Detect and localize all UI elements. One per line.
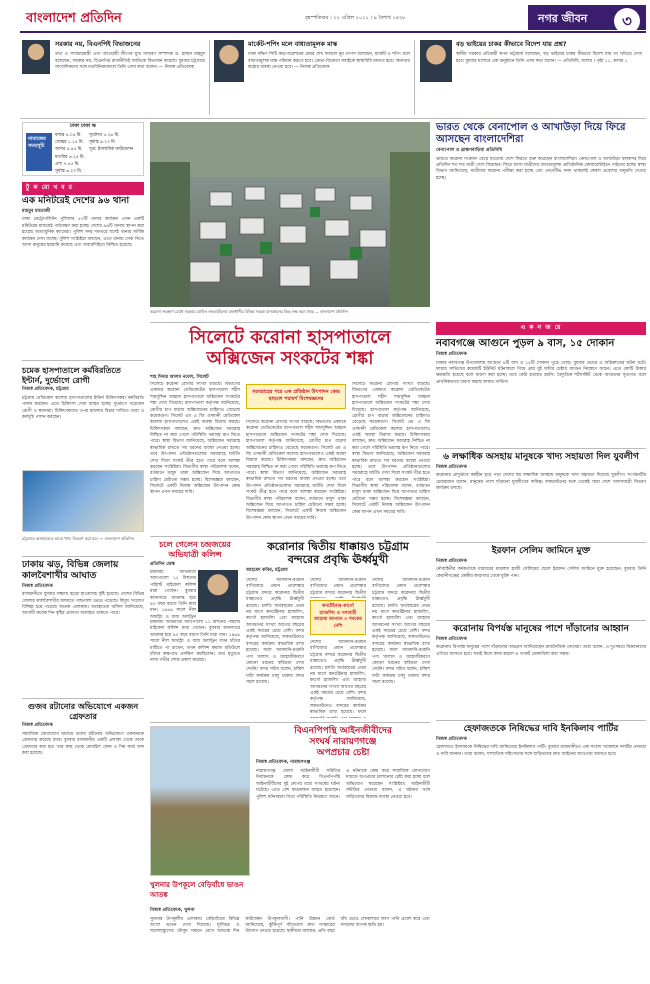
- prayer-time: ফজর ৪.০৫ মি.: [55, 133, 82, 138]
- story-text: ঢাকার নবাবগঞ্জ উপজেলায় আগুনে ৯টি বাস ও ১৫টি দোকান পুড়ে গেছে। বুধবার ভোরে এ অগ্নিকাণ্ডের ঘটনা ঘটে। ফায়ার সার্ভিসের কয়েকটি ইউনিট ঘটনাস্থলে গিয়ে প্রায় দুই ঘণ্টার চেষ্টায় আগুন নিয়ন্ত্রণে আনে। এতে কোটি টাকার ক্ষয়ক্ষতি হয়েছে বলে ধারণা করা হচ্ছে। তবে কেউ হতাহত হয়নি। বৈদ্যুতিক শর্টসার্কিট থেকে আগুনের সূত্রপাত বলে প্রাথমিকভাবে ধারণা করছে ফায়ার সার্ভিস।: [436, 360, 646, 385]
- story-headline: এক মনিটরেই দেশের ৯৬ থানা: [22, 196, 130, 206]
- section-label-tukro: টু ক রো খ ব র: [22, 182, 144, 195]
- collins-headline: [150, 540, 240, 559]
- story-text: ঢাকা মেট্রোপলিটন পুলিশের ৫০টি থানার কার্যক্রম এখন একটি মনিটরের মাধ্যমেই পর্যবেক্ষণ করা হচ্ছে। দেশের ৯৬টি থানায় স্থাপন করা হয়েছে অত্যাধুনিক ক্যামেরা। পুলিশ সদর দফতরে বসেই থানার সার্বিক কার্যক্রম দেখা যাচ্ছে। পুলিশ সংশ্লিষ্টরা বলছেন, এতে থানায় সেবা নিতে আসা মানুষের হয়রানি কমেছে এবং জবাবদিহিতা নিশ্চিত হয়েছে।: [22, 217, 144, 248]
- story-byline: নিজস্ব প্রতিবেদক, চট্টগ্রাম: [22, 387, 69, 393]
- story-byline: নিজস্ব প্রতিবেদক: [22, 723, 53, 729]
- divider: [209, 40, 210, 115]
- divider: [22, 360, 144, 361]
- collins-headline-line-2: অভিযাত্রী কলিন্স: [168, 549, 222, 559]
- story-byline: নিজস্ব প্রতিবেদক: [436, 352, 467, 357]
- main-headline-line-2: অক্সিজেন সংকটের শঙ্কা: [206, 347, 374, 369]
- ctg-byline: আহমেদ কবির, চট্টগ্রাম: [246, 568, 288, 574]
- prayer-note: সূর্যাস্ত ৬.২৩ মি.: [88, 140, 117, 146]
- story-headline: চমেক হাসপাতালে কর্মবিরতিতে ইন্টার্ন, দুর্ভোগে রোগী: [22, 366, 121, 385]
- khulna-label: [150, 880, 250, 902]
- story-hefazat: [436, 724, 646, 758]
- top-box-2: [248, 40, 410, 71]
- prayer-label: নামাজের সময়সূচি: [26, 133, 52, 171]
- story-headline: ভারত থেকে বেনাপোল ও আখাউড়া দিয়ে ফিরে আসছেন বাংলাদেশিরা: [436, 122, 626, 145]
- divider: [20, 118, 646, 119]
- khulna-text: খুলনার উপকূলীয় এলাকায় বেড়িবাঁধের বিভিন্ন অংশে ভাঙন দেখা দিয়েছে। ঘূর্ণিঝড় ও জলোচ্ছ্বাসের মৌসুম সামনে রেখে আতঙ্কে দিন কাটাচ্ছেন উপকূলবাসী। পানি উন্নয়ন বোর্ড জানিয়েছে, ঝুঁকিপূর্ণ বাঁধগুলো দ্রুত সংস্কারের উদ্যোগ নেওয়া হয়েছে। স্থানীয়রা বলছেন, প্রতি বছর বাঁধ ভেঙে লোকালয়ে লবণ পানি প্রবেশ করে এবং ফসলের ব্যাপক ক্ষতি হয়।: [150, 916, 430, 935]
- story-india: [436, 122, 646, 182]
- story-text: করোনার প্রাদুর্ভাবে কর্মহীন হয়ে পড়া দেশের ছয় লক্ষাধিক অসহায় মানুষকে খাদ্য সহায়তা দিয়েছে যুবলীগ। সংগঠনটির চেয়ারম্যান বলেন, মানুষের পাশে দাঁড়ানো যুবলীগের দায়িত্ব। লকডাউনের শুরু থেকেই সারা দেশে খাদ্যসামগ্রী বিতরণ কার্যক্রম চলছে।: [436, 473, 646, 492]
- prayer-time: জোহর ১.১৫ মি.: [55, 140, 84, 146]
- main-headline: [150, 328, 430, 369]
- collins-headline-line-1: চলে গেলেন চন্দ্রজয়ের: [159, 540, 231, 549]
- issue-date: বৃহস্পতিবার । ২২ এপ্রিল ২০২১ । ৯ বৈশাখ ১৪২৮: [305, 15, 406, 21]
- divider: [436, 542, 646, 543]
- bnp-headline: [256, 726, 430, 758]
- story-bnp: [256, 726, 430, 801]
- divider: [436, 720, 646, 721]
- ctg-text-col-2b: দেশের আমদানি-রপ্তানি বাণিজ্যের প্রধান প্রবেশদ্বার চট্টগ্রাম বন্দরে করোনার দ্বিতীয় ধাক্কাতেও প্রবৃদ্ধি ঊর্ধ্বমুখী রয়েছে। চলতি অর্থবছরের প্রথম নয় মাসে কনটেইনার হ্যান্ডলিং, কার্গো হ্যান্ডলিং এবং জাহাজ আগমনের সংখ্যা আগের বছরের একই সময়ের চেয়ে বেশি। বন্দর কর্তৃপক্ষ জানিয়েছে, লকডাউনেও বন্দরের কার্যক্রম স্বাভাবিক রাখা হয়েছে। ফলে: [310, 640, 366, 716]
- main-headline-line-1: সিলেটে করোনা হাসপাতালে: [189, 327, 391, 348]
- story-text: সামাজিক যোগাযোগ মাধ্যমে গুজব রটানোর অভিযোগে একজনকে গ্রেফতার করেছে র‌্যাব। বুধবার রাজধানীর একটি এলাকা থেকে তাকে গ্রেফতার করা হয়। তার কাছ থেকে মোবাইল ফোন ও সিম কার্ড জব্দ করা হয়েছে।: [22, 731, 144, 756]
- story-text: নৌবাহিনীর কর্মকর্তাকে মারধরের মামলায় হাজী সেলিমের ছেলে ইরফান সেলিম জামিনে মুক্ত হয়েছেন। বুধবার তিনি কেরানীগঞ্জের কেন্দ্রীয় কারাগার থেকে মুক্তি পান।: [436, 567, 646, 579]
- story-byline: নিজস্ব প্রতিবেদক: [436, 464, 467, 470]
- ctg-headline-line-1: করোনার দ্বিতীয় ধাক্কায়ও চট্টগ্রাম: [267, 540, 409, 553]
- photo-caption: চট্টগ্রামে অসহায়দের মাঝে খাদ্য বিতরণ করা হয়। — বাংলাদেশ প্রতিদিন: [22, 536, 134, 541]
- story-headline: হেফাজতকে নিষিদ্ধের দাবি ইনকিলাব পার্টির: [463, 724, 619, 734]
- ctg-callout: কনটেইনার-কার্গো হ্যান্ডলিং ও পণ্যবাহী জাহাজ আগমন ৩ সবকের নেশি: [310, 600, 366, 635]
- top-box-2-title: মার্কেট-শপিং মলে বাধ্যতামূলক মাস্ক: [248, 40, 338, 48]
- portrait-photo-1: [22, 40, 50, 74]
- story-chomek: [22, 366, 144, 421]
- prayer-note: সূর্যোদয় ৫.২৬ মি.: [88, 133, 120, 138]
- story-appeal: [436, 624, 646, 658]
- main-story-col-1: সিলেটে করোনা রোগীর সংখ্যা বাড়ছে। বিভাগের একমাত্র করোনা ডেডিকেটেড হাসপাতাল শহীদ শামসুদ্দিন আহমদ হাসপাতালে অক্সিজেন সংকটের শঙ্কা দেখা দিয়েছে। হাসপাতাল কর্তৃপক্ষ জানিয়েছে, রোগীর চাপ বাড়ায় অক্সিজেনের চাহিদাও বেড়েছে কয়েকগুণ। সিলেট এম এ জি ওসমানী মেডিকেল কলেজ হাসপাতালেও একই অবস্থা বিরাজ করছে। চিকিৎসকরা বলছেন, দ্রুত অক্সিজেন সরবরাহ নিশ্চিত না করা গেলে পরিস্থিতি ভয়াবহ রূপ নিতে পারে। স্বাস্থ্য বিভাগ জানিয়েছে, অক্সিজেন সরবরাহ স্বাভাবিক রাখতে সব ধরনের ব্যবস্থা নেওয়া হচ্ছে। তবে উৎপাদন প্রতিষ্ঠানগুলোর সরবরাহে ঘাটতি দেখা দিলে সংকট তীব্র হতে পারে বলে আশঙ্কা করছেন সংশ্লিষ্টরা। বিভাগীয় স্বাস্থ্য পরিচালক বলেন, বর্তমানে মজুদ থাকা অক্সিজেন দিয়ে আপাতত চাহিদা মেটানো সম্ভব হচ্ছে। বিশেষজ্ঞরা বলছেন, সিলেটে একটি নিজস্ব অক্সিজেন উৎপাদন কেন্দ্র স্থাপন এখন সময়ের দাবি।: [150, 382, 240, 496]
- ctg-headline: [246, 540, 430, 566]
- story-byline: নিজস্ব প্রতিবেদক: [436, 736, 467, 742]
- story-byline: মাহবুব মমতাজী: [22, 208, 51, 214]
- story-text: রাজধানীতে বুধবার সন্ধ্যায় ঝড়ো হাওয়াসহ বৃষ্টি হয়েছে। দেশের বিভিন্ন জেলায় কালবৈশাখীর আঘাতে গাছপালা ভেঙে পড়েছে। বিদ্যুৎ সংযোগ বিচ্ছিন্ন হয়ে পড়েছে অনেক এলাকায়। আবহাওয়া অফিস জানিয়েছে, আগামী কয়েক দিন বৃষ্টির প্রবণতা অব্যাহত থাকতে পারে।: [22, 592, 144, 617]
- story-byline: নিজস্ব প্রতিবেদক: [22, 583, 53, 589]
- prayer-time: আসর ৪.৪৫ মি.: [55, 147, 83, 153]
- main-story-col-2: সিলেটে করোনা রোগীর সংখ্যা বাড়ছে। বিভাগের একমাত্র করোনা ডেডিকেটেড হাসপাতাল শহীদ শামসুদ্দিন আহমদ হাসপাতালে অক্সিজেন সংকটের শঙ্কা দেখা দিয়েছে। হাসপাতাল কর্তৃপক্ষ জানিয়েছে, রোগীর চাপ বাড়ায় অক্সিজেনের চাহিদাও বেড়েছে কয়েকগুণ। সিলেট এম এ জি ওসমানী মেডিকেল কলেজ হাসপাতালেও একই অবস্থা বিরাজ করছে। চিকিৎসকরা বলছেন, দ্রুত অক্সিজেন সরবরাহ নিশ্চিত না করা গেলে পরিস্থিতি ভয়াবহ রূপ নিতে পারে। স্বাস্থ্য বিভাগ জানিয়েছে, অক্সিজেন সরবরাহ স্বাভাবিক রাখতে সব ধরনের ব্যবস্থা নেওয়া হচ্ছে। তবে উৎপাদন প্রতিষ্ঠানগুলোর সরবরাহে ঘাটতি দেখা দিলে সংকট তীব্র হতে পারে বলে আশঙ্কা করছেন সংশ্লিষ্টরা। বিভাগীয় স্বাস্থ্য পরিচালক বলেন, বর্তমানে মজুদ থাকা অক্সিজেন দিয়ে আপাতত চাহিদা মেটানো সম্ভব হচ্ছে। বিশেষজ্ঞরা বলছেন, সিলেটে একটি নিজস্ব অক্সিজেন উৎপাদন কেন্দ্র স্থাপন এখন সময়ের দাবি।: [246, 420, 346, 521]
- traffic-photo: [150, 122, 430, 307]
- bnp-headline-line-2: সংঘর্ষ নারায়ণগঞ্জে: [309, 736, 377, 747]
- section-label-eknojore: এ ক ন জ রে: [436, 322, 646, 335]
- collins-portrait: [198, 570, 238, 612]
- divider: [436, 620, 646, 621]
- story-headline: ৬ লক্ষাধিক অসহায় মানুষকে খাদ্য সহায়তা দিল যুবলীগ: [443, 452, 639, 462]
- divider: [22, 698, 144, 699]
- story-nawabganj: [436, 338, 646, 386]
- divider: [436, 448, 646, 449]
- top-box-1-title: সরকার নয়, বিএনপিই বিভাজনের: [55, 40, 141, 48]
- story-headline: গুজব রটানোর অভিযোগে একজন গ্রেফতার: [27, 702, 139, 721]
- story-headline: ইরফান সেলিম জামিনে মুক্ত: [491, 546, 591, 556]
- prayer-note: সূত্র: ইসলামিক ফাউন্ডেশন: [88, 147, 134, 153]
- bnp-text: নারায়ণগঞ্জ জেলা আইনজীবী সমিতির নির্বাচনকে কেন্দ্র করে বিএনপিপন্থি আইনজীবীদের দুই গ্রুপের মধ্যে সংঘর্ষের ঘটনা ঘটেছে। এতে বেশ কয়েকজন আহত হয়েছেন। পুলিশ ঘটনাস্থলে গিয়ে পরিস্থিতি নিয়ন্ত্রণে আনে। এ ঘটনাকে কেন্দ্র করে সামাজিক যোগাযোগ মাধ্যমে অপপ্রচার চালানোর চেষ্টা করা হচ্ছে বলে অভিযোগ করেছেন সংশ্লিষ্টরা। আইনজীবী সমিতির নেতারা বলেন, এ ঘটনার সঙ্গে জড়িতদের বিরুদ্ধে ব্যবস্থা নেওয়া হবে।: [256, 769, 430, 800]
- header-rule: [20, 31, 646, 33]
- story-jubo-league: [436, 452, 646, 493]
- collins-text-b: চন্দ্রজয়ী অভিযাত্রী অ্যাপোলো ১১ মিশনের পাইলট মাইকেল কলিন্স মারা গেছেন। বুধবার ক্যানসারে আক্রান্ত হয়ে ৯০ বছর বয়সে তিনি মারা যান। ১৯৬৯ সালে নীল আর্মস্ট্রং ও বাজ অলড্রিন যখন চাঁদের মাটিতে পা রাখেন, তখন কলিন্স কমান্ড মডিউলে চাঁদের কক্ষপথে প্রদক্ষিণ করছিলেন। তার মৃত্যুতে নাসা গভীর শোক প্রকাশ করেছে।: [150, 620, 240, 664]
- main-photo-caption: করোনা সংক্রমণ রোধে সরকার ঘোষিত লকডাউনেও রাজধানীর বিভিন্ন সড়কে যানবাহনের ভিড় লক্ষ করা গেছে — বাংলাদেশ প্রতিদিন: [150, 309, 348, 314]
- portrait-photo-3: [420, 40, 452, 82]
- story-text: হেফাজতে ইসলামকে নিষিদ্ধের দাবি জানিয়েছে ইনকিলাব পার্টি। বুধবার রাজধানীতে এক সংবাদ সম্মেলনে দলটির নেতারা এ দাবি জানান। তারা বলেন, সাম্প্রতিক সহিংসতার সঙ্গে জড়িতদের দ্রুত আইনের আওতায় আনতে হবে।: [436, 745, 646, 757]
- page-number: ৩: [614, 8, 640, 34]
- divider: [414, 40, 415, 115]
- ctg-headline-line-2: বন্দরের প্রবৃদ্ধি ঊর্ধ্বমুখী: [287, 553, 389, 567]
- ctg-text-col-3: দেশের আমদানি-রপ্তানি বাণিজ্যের প্রধান প্রবেশদ্বার চট্টগ্রাম বন্দরে করোনার দ্বিতীয় ধাক্কাতেও প্রবৃদ্ধি ঊর্ধ্বমুখী রয়েছে। চলতি অর্থবছরের প্রথম নয় মাসে কনটেইনার হ্যান্ডলিং, কার্গো হ্যান্ডলিং এবং জাহাজ আগমনের সংখ্যা আগের বছরের একই সময়ের চেয়ে বেশি। বন্দর কর্তৃপক্ষ জানিয়েছে, লকডাউনেও বন্দরের কার্যক্রম স্বাভাবিক রাখা হয়েছে। ফলে আমদানি-রপ্তানি পণ্য খালাস ও জাহাজীকরণে কোনো ধরনের স্থবিরতা দেখা দেয়নি। বন্দর সচিব বলেন, চব্বিশ ঘণ্টা কার্যক্রম চালু থাকায় বন্দর সচল রয়েছে।: [372, 578, 430, 685]
- newspaper-logo: বাংলাদেশ প্রতিদিন: [26, 11, 122, 26]
- story-byline: বেনাপোল ও ব্রাহ্মণবাড়িয়া প্রতিনিধি: [436, 148, 503, 153]
- top-box-3-title: বড় ভাইয়ের চাকর কীভাবে বিদেশ যায় প্রশ্ন?: [456, 40, 567, 48]
- bnp-headline-line-3: অপপ্রচার চেষ্টা: [316, 747, 370, 758]
- story-text: করোনায় বিপর্যস্ত মানুষের পাশে দাঁড়ানোর আহ্বান জানিয়েছেন রাজনৈতিক নেতারা। তারা বলেন, এ দুঃসময়ে বিত্তবানদের এগিয়ে আসতে হবে। সবাই মিলে কাজ করলে এ সংকট মোকাবিলা করা সম্ভব।: [436, 645, 646, 657]
- divider: [150, 322, 430, 323]
- divider: [22, 556, 144, 557]
- ctg-text-col-1: দেশের আমদানি-রপ্তানি বাণিজ্যের প্রধান প্রবেশদ্বার চট্টগ্রাম বন্দরে করোনার দ্বিতীয় ধাক্কাতেও প্রবৃদ্ধি ঊর্ধ্বমুখী রয়েছে। চলতি অর্থবছরের প্রথম নয় মাসে কনটেইনার হ্যান্ডলিং, কার্গো হ্যান্ডলিং এবং জাহাজ আগমনের সংখ্যা আগের বছরের একই সময়ের চেয়ে বেশি। বন্দর কর্তৃপক্ষ জানিয়েছে, লকডাউনেও বন্দরের কার্যক্রম স্বাভাবিক রাখা হয়েছে। ফলে আমদানি-রপ্তানি পণ্য খালাস ও জাহাজীকরণে কোনো ধরনের স্থবিরতা দেখা দেয়নি। বন্দর সচিব বলেন, চব্বিশ ঘণ্টা কার্যক্রম চালু থাকায় বন্দর সচল রয়েছে।: [246, 578, 304, 685]
- ctg-text-col-2a: দেশের আমদানি-রপ্তানি বাণিজ্যের প্রধান প্রবেশদ্বার চট্টগ্রাম বন্দরে করোনার দ্বিতীয়: [310, 578, 366, 596]
- section-title: নগর জীবন: [538, 12, 588, 25]
- khulna-headline: খুলনার উপকূলে বেড়িবাঁধে ভাঙন আতঙ্ক: [150, 881, 244, 900]
- khulna-embankment-photo: [150, 726, 250, 876]
- main-byline: শাহ দিদার আলম নবেল, সিলেট: [150, 375, 209, 380]
- prayer-times-list: [55, 133, 133, 175]
- top-box-3-text: স্থানীয় সরকার প্রতিমন্ত্রী স্বপন ভট্টাচার্য বলেছেন, বড় ভাইয়ের চাকর কীভাবে বিদেশ যায় তা খতিয়ে দেখা হবে। বুধবার যশোরে এক অনুষ্ঠানে তিনি এসব কথা বলেন। — প্রতিনিধি, যশোর । পৃষ্ঠা ১১, কলাম ১: [456, 52, 642, 64]
- story-ctg-port: [246, 540, 430, 577]
- top-box-3: [456, 40, 642, 65]
- divider: [150, 536, 430, 537]
- collins-byline: প্রতিদিন ডেস্ক: [150, 562, 175, 567]
- prayer-time: এশা ৭.৫৫ মি.: [55, 161, 80, 167]
- bnp-byline: নিজস্ব প্রতিবেদক, নারায়ণগঞ্জ: [256, 760, 311, 766]
- prayer-times-box: [22, 122, 144, 176]
- story-byline: নিজস্ব প্রতিবেদক: [436, 636, 467, 642]
- section-banner: [528, 5, 646, 30]
- story-headline: ঢাকায় ঝড়, বিভিন্ন জেলায় কালবৈশাখীর আঘাত: [22, 560, 119, 581]
- prayer-time: মাগরিব ৬.২৫ মি.: [55, 154, 85, 160]
- prayer-time: সূর্যাস্ত ৬.২৩ মি.: [55, 169, 83, 175]
- food-distribution-photo: [22, 470, 144, 532]
- story-irfan-selim: [436, 546, 646, 580]
- story-headline: করোনায় বিপর্যস্ত মানুষের পাশে দাঁড়ানোর আহ্বান: [453, 624, 629, 634]
- top-box-2-text: ঢাকা দক্ষিণ সিটি করপোরেশনের মেয়র শেখ ফজলে নূর তাপস বলেছেন, মার্কেট ও শপিং মলে বাধ্যতামূলক মাস্ক পরিধান করতে হবে। ক্রেতা-বিক্রেতা সবাইকে স্বাস্থ্যবিধি মানতে হবে। অন্যথায় কঠোর ব্যবস্থা নেওয়া হবে। — নিজস্ব প্রতিবেদক: [248, 52, 410, 71]
- portrait-photo-2: [214, 40, 244, 82]
- top-box-1-text: তথ্য ও সম্প্রচারমন্ত্রী এবং আওয়ামী লীগের যুগ্ম সাধারণ সম্পাদক ড. হাছান মাহমুদ বলেছেন, সরকার নয়, বিএনপির রাজনীতিই জাতিকে বিভাজন করেছে। বুধবার চট্টগ্রামে সাংবাদিকদের সঙ্গে মতবিনিময়কালে তিনি এসব কথা বলেন। — নিজস্ব প্রতিবেদক: [55, 52, 205, 71]
- story-tukro: [22, 196, 144, 249]
- story-headline: নবাবগঞ্জে আগুনে পুড়ল ৯ বাস, ১৫ দোকান: [436, 338, 615, 349]
- bnp-headline-line-1: বিএনপিপন্থি আইনজীবীদের: [294, 726, 392, 736]
- story-storm: [22, 560, 144, 618]
- khulna-byline: নিজস্ব প্রতিবেদক, খুলনা: [150, 908, 195, 913]
- collins-text-a: চন্দ্রজয়ী অভিযাত্রী অ্যাপোলো ১১ মিশনের পাইলট মাইকেল কলিন্স মারা গেছেন। বুধবার ক্যানসারে আক্রান্ত হয়ে ৯০ বছর বয়সে তিনি মারা যান। ১৯৬৯ সালে নীল আর্মস্ট্রং ও বাজ অলড্রিন: [150, 570, 196, 620]
- traffic-photo-illustration: [150, 122, 430, 307]
- main-callout: সরবরাহের পরে এক প্রতিষ্ঠান উৎপাদন কেন্দ্র ছাড়লে পরামর্শ বিশেষজ্ঞদের: [246, 384, 346, 409]
- top-box-1: [55, 40, 205, 71]
- story-khulna: [150, 906, 430, 936]
- main-story-col-3: সিলেটে করোনা রোগীর সংখ্যা বাড়ছে। বিভাগের একমাত্র করোনা ডেডিকেটেড হাসপাতাল শহীদ শামসুদ্দিন আহমদ হাসপাতালে অক্সিজেন সংকটের শঙ্কা দেখা দিয়েছে। হাসপাতাল কর্তৃপক্ষ জানিয়েছে, রোগীর চাপ বাড়ায় অক্সিজেনের চাহিদাও বেড়েছে কয়েকগুণ। সিলেট এম এ জি ওসমানী মেডিকেল কলেজ হাসপাতালেও একই অবস্থা বিরাজ করছে। চিকিৎসকরা বলছেন, দ্রুত অক্সিজেন সরবরাহ নিশ্চিত না করা গেলে পরিস্থিতি ভয়াবহ রূপ নিতে পারে। স্বাস্থ্য বিভাগ জানিয়েছে, অক্সিজেন সরবরাহ স্বাভাবিক রাখতে সব ধরনের ব্যবস্থা নেওয়া হচ্ছে। তবে উৎপাদন প্রতিষ্ঠানগুলোর সরবরাহে ঘাটতি দেখা দিলে সংকট তীব্র হতে পারে বলে আশঙ্কা করছেন সংশ্লিষ্টরা। বিভাগীয় স্বাস্থ্য পরিচালক বলেন, বর্তমানে মজুদ থাকা অক্সিজেন দিয়ে আপাতত চাহিদা মেটানো সম্ভব হচ্ছে। বিশেষজ্ঞরা বলছেন, সিলেটে একটি নিজস্ব অক্সিজেন উৎপাদন কেন্দ্র স্থাপন এখন সময়ের দাবি।: [352, 382, 430, 515]
- divider: [150, 722, 430, 723]
- prayer-box-title: ঢাকা ঢাকা ক্ষ: [70, 123, 96, 129]
- story-byline: নিজস্ব প্রতিবেদক: [436, 558, 467, 564]
- story-text: চট্টগ্রাম মেডিকেল কলেজ হাসপাতালের ইন্টার্ন চিকিৎসকরা কর্মবিরতি পালন করছেন। এতে চিকিৎসা সেবা ব্যাহত হচ্ছে। দুর্ভোগে পড়েছেন রোগী ও স্বজনরা। চিকিৎসকদের ওপর হামলার বিচার দাবিতে তারা এ কর্মসূচি পালন করছেন।: [22, 395, 144, 420]
- story-rumor: [22, 702, 144, 757]
- story-text: ভারতে করোনা সংক্রমণ বেড়ে যাওয়ায় দেশে ফিরতে শুরু করেছেন বাংলাদেশিরা। বেনাপোল ও আখাউড়া স্থলবন্দর দিয়ে প্রতিদিন শত শত যাত্রী দেশে ফিরছেন। ফিরে আসা যাত্রীদের বাধ্যতামূলক প্রাতিষ্ঠানিক কোয়ারেন্টাইনে পাঠানো হচ্ছে। স্বাস্থ্য বিভাগ জানিয়েছে, যাত্রীদের করোনা পরীক্ষা করা হচ্ছে এবং নেগেটিভ সনদ থাকলেই কেবল প্রবেশের অনুমতি দেওয়া হচ্ছে।: [436, 156, 646, 181]
